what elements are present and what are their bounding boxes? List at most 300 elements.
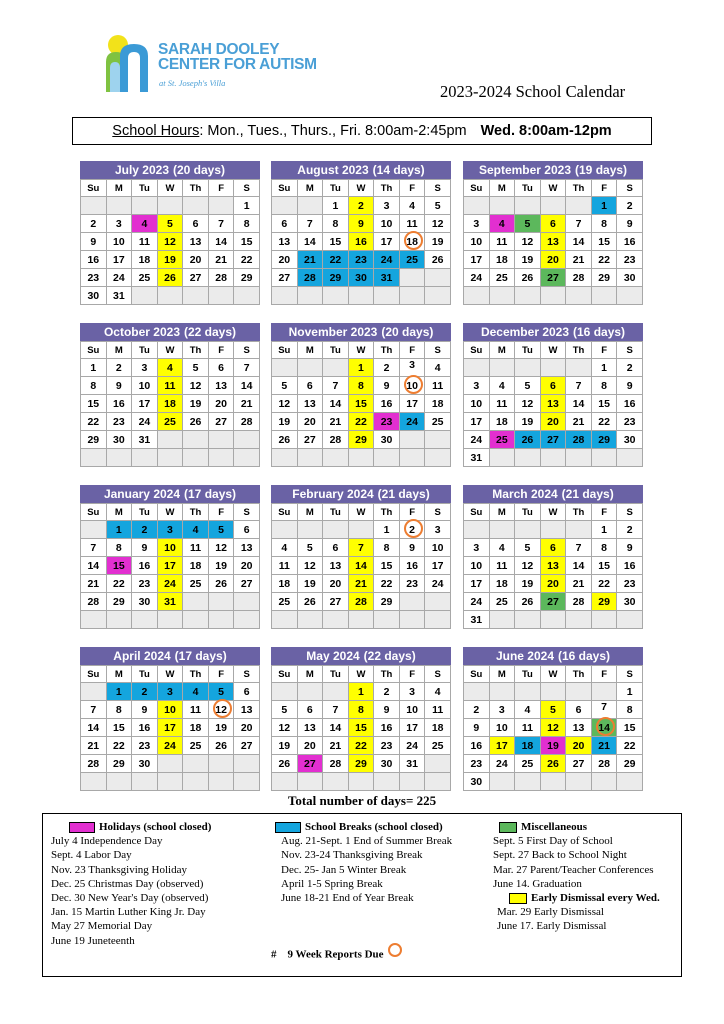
day-cell: 8 <box>591 539 617 557</box>
empty-cell <box>540 287 566 305</box>
empty-cell <box>272 683 298 701</box>
weekday-header: F <box>399 504 425 521</box>
weekday-header: W <box>157 666 183 683</box>
empty-cell <box>81 521 107 539</box>
day-cell: 12 <box>297 557 323 575</box>
empty-cell <box>489 197 515 215</box>
weekday-header: S <box>617 180 643 197</box>
legend-breaks <box>275 820 452 905</box>
month-name: May 2024 <box>306 649 360 663</box>
empty-cell <box>323 683 349 701</box>
day-cell: 10 <box>464 233 490 251</box>
day-cell: 10 <box>464 395 490 413</box>
empty-cell <box>399 287 425 305</box>
empty-cell <box>348 773 374 791</box>
empty-cell <box>183 755 209 773</box>
day-cell: 14 <box>348 557 374 575</box>
empty-cell <box>425 755 451 773</box>
weekday-header: Tu <box>132 180 158 197</box>
weekday-header: W <box>157 180 183 197</box>
weekday-header: S <box>425 180 451 197</box>
day-cell: 21 <box>323 413 349 431</box>
empty-cell <box>591 683 617 701</box>
empty-cell <box>540 197 566 215</box>
day-cell: 11 <box>399 215 425 233</box>
day-cell: 21 <box>81 575 107 593</box>
day-cell: 22 <box>591 575 617 593</box>
day-cell: 29 <box>106 593 132 611</box>
day-cell: 14 <box>323 719 349 737</box>
day-cell: 22 <box>81 413 107 431</box>
day-cell: 3 <box>374 197 400 215</box>
empty-cell <box>374 449 400 467</box>
day-cell: 26 <box>208 575 234 593</box>
day-cell: 7 <box>234 359 260 377</box>
weekday-header: W <box>157 504 183 521</box>
day-cell: 16 <box>464 737 490 755</box>
month-name: February 2024 <box>292 487 374 501</box>
day-cell: 23 <box>374 737 400 755</box>
weekday-header: Th <box>566 504 592 521</box>
month-calendar <box>80 161 260 305</box>
day-cell: 27 <box>540 593 566 611</box>
day-cell: 1 <box>81 359 107 377</box>
day-cell: 21 <box>208 251 234 269</box>
day-cell: 25 <box>489 431 515 449</box>
day-cell: 22 <box>591 251 617 269</box>
day-cell: 14 <box>81 557 107 575</box>
day-cell: 30 <box>132 593 158 611</box>
legend-item: Jan. 15 Martin Luther King Jr. Day <box>51 906 206 919</box>
day-cell: 28 <box>591 755 617 773</box>
day-cell: 22 <box>591 413 617 431</box>
day-cell: 27 <box>297 755 323 773</box>
empty-cell <box>157 287 183 305</box>
empty-cell <box>425 431 451 449</box>
day-cell: 12 <box>515 395 541 413</box>
day-cell: 27 <box>183 269 209 287</box>
day-cell: 8 <box>591 215 617 233</box>
empty-cell <box>425 287 451 305</box>
day-cell: 2 <box>374 683 400 701</box>
day-cell: 30 <box>617 269 643 287</box>
day-cell: 4 <box>489 539 515 557</box>
empty-cell <box>272 197 298 215</box>
day-cell: 8 <box>348 701 374 719</box>
day-cell: 1 <box>323 197 349 215</box>
day-cell: 8 <box>374 539 400 557</box>
weekday-header: W <box>540 666 566 683</box>
empty-cell <box>183 431 209 449</box>
day-cell: 24 <box>464 269 490 287</box>
weekday-header: W <box>157 342 183 359</box>
legend-item: Aug. 21-Sept. 1 End of Summer Break <box>281 835 453 848</box>
empty-cell <box>566 287 592 305</box>
day-cell: 12 <box>183 377 209 395</box>
weekday-header: Su <box>272 342 298 359</box>
month-calendar <box>463 647 643 791</box>
day-cell: 24 <box>157 575 183 593</box>
day-cell: 23 <box>617 575 643 593</box>
empty-cell <box>540 359 566 377</box>
day-cell: 25 <box>132 269 158 287</box>
month-calendar <box>463 161 643 305</box>
weekday-header: F <box>591 342 617 359</box>
empty-cell <box>106 611 132 629</box>
day-cell: 17 <box>399 719 425 737</box>
day-cell: 21 <box>566 413 592 431</box>
day-cell: 4 <box>425 683 451 701</box>
weekday-header: Su <box>81 504 107 521</box>
day-cell: 18 <box>132 251 158 269</box>
day-cell: 13 <box>234 539 260 557</box>
weekday-header: W <box>540 504 566 521</box>
empty-cell <box>323 359 349 377</box>
empty-cell <box>157 197 183 215</box>
hours-text: : Mon., Tues., Thurs., Fri. 8:00am-2:45pm <box>199 123 467 139</box>
day-cell: 6 <box>540 377 566 395</box>
empty-cell <box>132 287 158 305</box>
day-cell: 17 <box>399 395 425 413</box>
day-cell: 14 <box>234 377 260 395</box>
day-cell: 18 <box>489 575 515 593</box>
empty-cell <box>374 611 400 629</box>
day-cell: 4 <box>157 359 183 377</box>
day-cell: 3 <box>464 377 490 395</box>
empty-cell <box>272 359 298 377</box>
day-cell: 25 <box>515 755 541 773</box>
day-cell: 22 <box>234 251 260 269</box>
weekday-header: F <box>591 180 617 197</box>
hours-wednesday: Wed. 8:00am-12pm <box>480 123 612 139</box>
day-cell: 12 <box>208 539 234 557</box>
legend-item: Sept. 27 Back to School Night <box>493 849 627 862</box>
month-day-count: (17 days) <box>174 649 227 663</box>
legend-item: Mar. 29 Early Dismissal <box>497 906 604 919</box>
day-cell: 23 <box>617 251 643 269</box>
empty-cell <box>515 611 541 629</box>
weekday-header: Su <box>272 180 298 197</box>
logo-text: SARAH DOOLEY CENTER FOR AUTISM <box>158 41 317 73</box>
day-cell: 14 <box>566 233 592 251</box>
day-cell: 9 <box>464 719 490 737</box>
day-cell: 22 <box>323 251 349 269</box>
empty-cell <box>566 683 592 701</box>
empty-cell <box>297 611 323 629</box>
empty-cell <box>489 773 515 791</box>
day-cell: 2 <box>374 359 400 377</box>
empty-cell <box>591 773 617 791</box>
day-cell: 23 <box>464 755 490 773</box>
day-cell: 3 <box>132 359 158 377</box>
empty-cell <box>425 593 451 611</box>
day-cell: 3 <box>157 521 183 539</box>
empty-cell <box>540 521 566 539</box>
day-cell: 30 <box>374 755 400 773</box>
empty-cell <box>515 359 541 377</box>
empty-cell <box>132 773 158 791</box>
empty-cell <box>489 359 515 377</box>
day-cell: 12 <box>515 233 541 251</box>
month-header <box>271 485 451 503</box>
day-cell: 15 <box>374 557 400 575</box>
empty-cell <box>464 197 490 215</box>
day-cell: 20 <box>297 737 323 755</box>
month-day-count: (21 days) <box>561 487 614 501</box>
day-cell: 20 <box>540 575 566 593</box>
day-cell: 7 <box>323 377 349 395</box>
weekday-header: M <box>297 504 323 521</box>
month-day-count: (20 days) <box>173 163 226 177</box>
day-cell: 2 <box>106 359 132 377</box>
day-cell: 1 <box>374 521 400 539</box>
empty-cell <box>272 773 298 791</box>
day-cell: 15 <box>617 719 643 737</box>
empty-cell <box>323 449 349 467</box>
day-cell: 6 <box>540 215 566 233</box>
day-cell: 18 <box>489 413 515 431</box>
empty-cell <box>566 521 592 539</box>
day-cell: 20 <box>208 395 234 413</box>
day-cell: 9 <box>374 377 400 395</box>
day-cell: 14 <box>81 719 107 737</box>
day-cell: 22 <box>348 413 374 431</box>
day-cell: 22 <box>348 737 374 755</box>
month-name: October 2023 <box>103 325 180 339</box>
day-cell: 6 <box>566 701 592 719</box>
empty-cell <box>106 197 132 215</box>
weekday-header: Tu <box>323 504 349 521</box>
school-hours-box <box>72 117 652 145</box>
weekday-header: S <box>425 666 451 683</box>
day-cell: 24 <box>157 737 183 755</box>
weekday-header: Tu <box>515 342 541 359</box>
day-cell: 28 <box>297 269 323 287</box>
day-cell: 19 <box>297 575 323 593</box>
day-cell: 9 <box>617 215 643 233</box>
day-cell: 16 <box>617 233 643 251</box>
day-cell: 28 <box>566 269 592 287</box>
legend-misc-title: Miscellaneous <box>521 821 587 833</box>
month-calendar <box>271 323 451 467</box>
empty-cell <box>566 773 592 791</box>
month-day-count: (17 days) <box>184 487 237 501</box>
day-cell: 21 <box>297 251 323 269</box>
day-cell: 17 <box>425 557 451 575</box>
day-cell: 19 <box>208 719 234 737</box>
day-cell: 18 <box>489 251 515 269</box>
empty-cell <box>323 773 349 791</box>
empty-cell <box>208 287 234 305</box>
weekday-header: Su <box>464 180 490 197</box>
day-cell: 21 <box>591 737 617 755</box>
day-cell: 27 <box>566 755 592 773</box>
page-title: 2023-2024 School Calendar <box>440 82 626 101</box>
empty-cell <box>515 449 541 467</box>
weekday-header: F <box>399 342 425 359</box>
day-cell: 2 <box>617 359 643 377</box>
day-cell: 29 <box>81 431 107 449</box>
day-cell: 13 <box>234 701 260 719</box>
day-cell: 26 <box>272 755 298 773</box>
empty-cell <box>399 449 425 467</box>
reports-symbol: # <box>271 948 277 961</box>
month-header <box>80 161 260 179</box>
legend-misc <box>493 820 660 934</box>
day-cell: 20 <box>234 719 260 737</box>
empty-cell <box>272 521 298 539</box>
empty-cell <box>81 449 107 467</box>
day-cell: 20 <box>297 413 323 431</box>
logo-subtitle: at St. Joseph's Villa <box>159 78 226 88</box>
weekday-header: W <box>348 180 374 197</box>
day-cell: 26 <box>157 269 183 287</box>
month-day-count: (16 days) <box>558 649 611 663</box>
day-cell: 5 <box>208 683 234 701</box>
empty-cell <box>515 287 541 305</box>
month-day-count: (16 days) <box>573 325 626 339</box>
day-cell: 11 <box>515 719 541 737</box>
day-cell: 2 <box>399 521 425 539</box>
day-cell: 5 <box>515 215 541 233</box>
month-header <box>80 485 260 503</box>
day-cell: 4 <box>132 215 158 233</box>
day-cell: 16 <box>617 395 643 413</box>
day-cell: 25 <box>157 413 183 431</box>
day-cell: 12 <box>272 719 298 737</box>
day-cell: 17 <box>489 737 515 755</box>
day-cell: 10 <box>374 215 400 233</box>
day-cell: 7 <box>348 539 374 557</box>
day-cell: 20 <box>540 251 566 269</box>
day-cell: 1 <box>591 197 617 215</box>
day-cell: 6 <box>208 359 234 377</box>
day-cell: 30 <box>617 593 643 611</box>
empty-cell <box>208 431 234 449</box>
day-cell: 6 <box>297 701 323 719</box>
day-cell: 30 <box>132 755 158 773</box>
day-cell: 28 <box>81 755 107 773</box>
empty-cell <box>272 611 298 629</box>
day-cell: 17 <box>106 251 132 269</box>
day-cell: 3 <box>399 359 425 377</box>
empty-cell <box>464 359 490 377</box>
day-cell: 23 <box>106 413 132 431</box>
day-cell: 11 <box>489 395 515 413</box>
empty-cell <box>348 287 374 305</box>
weekday-header: Th <box>374 342 400 359</box>
day-cell: 26 <box>272 431 298 449</box>
day-cell: 27 <box>234 737 260 755</box>
day-cell: 19 <box>272 413 298 431</box>
day-cell: 6 <box>323 539 349 557</box>
empty-cell <box>399 773 425 791</box>
weekday-header: M <box>297 666 323 683</box>
month-header <box>463 647 643 665</box>
weekday-header: Su <box>464 666 490 683</box>
day-cell: 10 <box>489 719 515 737</box>
day-cell: 30 <box>464 773 490 791</box>
day-cell: 15 <box>81 395 107 413</box>
day-cell: 15 <box>591 233 617 251</box>
day-cell: 1 <box>348 683 374 701</box>
day-cell: 15 <box>591 395 617 413</box>
legend-item: Dec. 25 Christmas Day (observed) <box>51 877 204 890</box>
day-cell: 5 <box>208 521 234 539</box>
day-cell: 26 <box>515 431 541 449</box>
day-cell: 4 <box>489 377 515 395</box>
empty-cell <box>183 593 209 611</box>
empty-cell <box>208 593 234 611</box>
legend-holidays-title: Holidays (school closed) <box>99 821 212 833</box>
empty-cell <box>425 773 451 791</box>
day-cell: 21 <box>234 395 260 413</box>
weekday-header: Th <box>183 180 209 197</box>
legend-item: Sept. 4 Labor Day <box>51 849 132 862</box>
day-cell: 1 <box>106 683 132 701</box>
day-cell: 24 <box>425 575 451 593</box>
day-cell: 5 <box>540 701 566 719</box>
empty-cell <box>540 611 566 629</box>
day-cell: 28 <box>81 593 107 611</box>
empty-cell <box>208 773 234 791</box>
month-calendar <box>463 485 643 629</box>
day-cell: 4 <box>399 197 425 215</box>
day-cell: 5 <box>272 701 298 719</box>
day-cell: 4 <box>272 539 298 557</box>
day-cell: 31 <box>464 449 490 467</box>
weekday-header: S <box>617 666 643 683</box>
day-cell: 13 <box>540 395 566 413</box>
day-cell: 2 <box>132 521 158 539</box>
day-cell: 6 <box>297 377 323 395</box>
empty-cell <box>348 611 374 629</box>
weekday-header: S <box>234 180 260 197</box>
day-cell: 9 <box>81 233 107 251</box>
weekday-header: Tu <box>515 666 541 683</box>
day-cell: 25 <box>399 251 425 269</box>
day-cell: 3 <box>464 539 490 557</box>
month-header <box>80 323 260 341</box>
day-cell: 28 <box>566 431 592 449</box>
empty-cell <box>464 683 490 701</box>
day-cell: 11 <box>157 377 183 395</box>
day-cell: 14 <box>566 395 592 413</box>
empty-cell <box>489 449 515 467</box>
empty-cell <box>81 611 107 629</box>
month-header <box>271 323 451 341</box>
day-cell: 16 <box>132 557 158 575</box>
day-cell: 16 <box>348 233 374 251</box>
day-cell: 27 <box>208 413 234 431</box>
empty-cell <box>617 449 643 467</box>
day-cell: 7 <box>208 215 234 233</box>
day-cell: 24 <box>464 431 490 449</box>
weekday-header: Th <box>566 342 592 359</box>
weekday-header: Su <box>81 342 107 359</box>
day-cell: 13 <box>297 395 323 413</box>
day-cell: 5 <box>297 539 323 557</box>
legend <box>42 813 682 977</box>
day-cell: 13 <box>297 719 323 737</box>
day-cell: 31 <box>106 287 132 305</box>
empty-cell <box>183 611 209 629</box>
empty-cell <box>234 431 260 449</box>
day-cell: 8 <box>234 215 260 233</box>
day-cell: 30 <box>374 431 400 449</box>
weekday-header: Su <box>464 342 490 359</box>
day-cell: 29 <box>374 593 400 611</box>
